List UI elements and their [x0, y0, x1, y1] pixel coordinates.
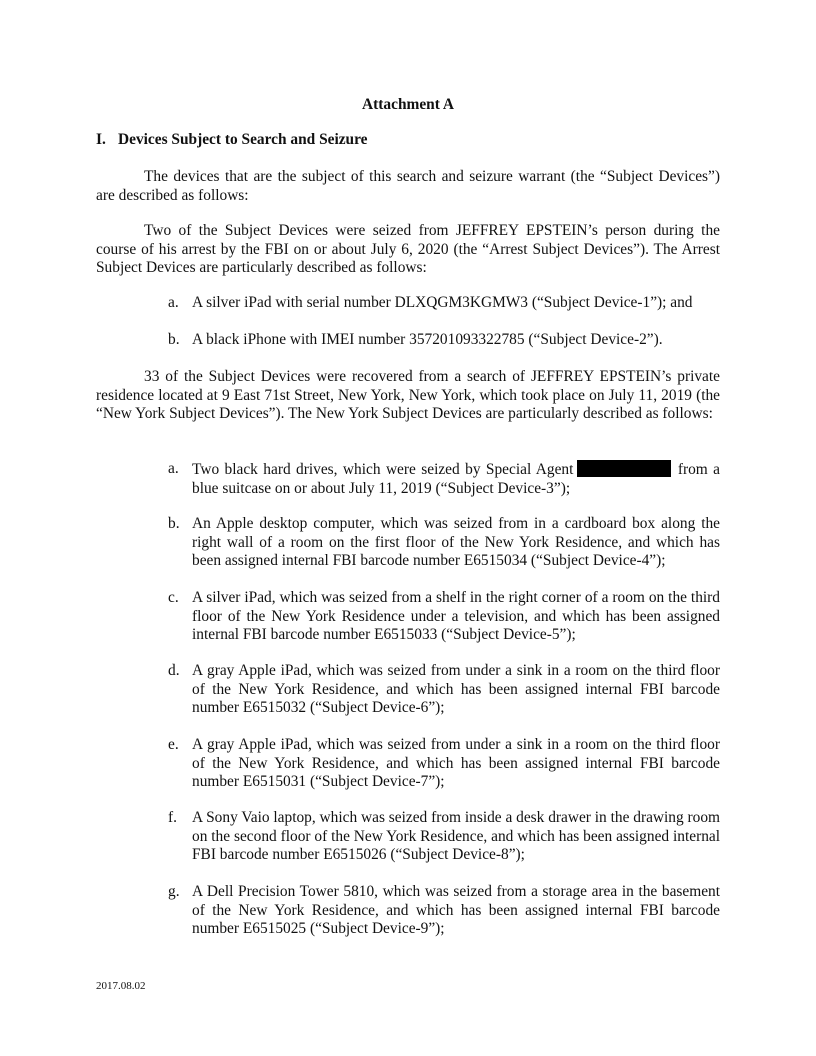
list-item — [168, 515, 720, 571]
list-item-marker: b. — [168, 331, 180, 348]
list-item-marker: f. — [168, 809, 177, 826]
list-item-marker: e. — [168, 736, 179, 753]
list-item-marker: a. — [168, 460, 179, 477]
list-item-text: A Sony Vaio laptop, which was seized from inside a desk drawer in the drawing room on the second floor of the New York Residence, and which has been assigned internal FBI barcode number E6515026 (“Subject Device-8”); — [192, 809, 721, 864]
list-item — [168, 331, 720, 350]
section-heading — [96, 131, 368, 150]
list-item — [168, 662, 720, 718]
redaction-block — [577, 460, 671, 477]
list-item — [168, 809, 720, 865]
footer-version: 2017.08.02 — [96, 980, 146, 992]
list-item-marker: b. — [168, 515, 180, 532]
list-item-text: A gray Apple iPad, which was seized from under a sink in a room on the third floor of the New York Residence, and which has been assigned internal FBI barcode number E6515031 (“Subject Device-7”); — [192, 736, 720, 791]
list-item-text: A silver iPad, which was seized from a shelf in the right corner of a room on the third floor of the New York Residence under a television, and which has been assigned internal FBI barcode number E6515033 (“Subject Device-5”); — [192, 589, 720, 644]
list-item-text: A gray Apple iPad, which was seized from under a sink in a room on the third floor of the New York Residence, and which has been assigned internal FBI barcode number E6515032 (“Subject Device-6”); — [192, 662, 720, 717]
section-number: I. — [96, 131, 106, 148]
intro-paragraph: The devices that are the subject of this search and seizure warrant (the “Subject Devices”) are described as follows: — [96, 168, 720, 204]
new-york-paragraph: 33 of the Subject Devices were recovered from a search of JEFFREY EPSTEIN’s private residence located at 9 East 71st Street, New York, New York, which took place on July 11, 2019 (the “New York Subject Devices”). The New York Subject Devices are particularly described as follows: — [96, 368, 720, 423]
list-item-text — [192, 460, 720, 498]
list-item — [168, 736, 720, 792]
list-item-marker: a. — [168, 294, 179, 311]
list-item-marker: g. — [168, 883, 180, 900]
list-item-text-after: from a blue suitcase on or about July 11, 2019 (“Subject Device-3”); — [192, 461, 720, 497]
page-title: Attachment A — [362, 96, 454, 113]
list-item-marker: d. — [168, 662, 180, 679]
list-item — [168, 460, 720, 498]
list-item — [168, 589, 720, 645]
list-item-text: A black iPhone with IMEI number 357201093322785 (“Subject Device-2”). — [192, 331, 663, 348]
list-item-text-before: Two black hard drives, which were seized by Special Agent — [192, 461, 574, 478]
list-item-marker: c. — [168, 589, 179, 606]
list-item — [168, 883, 720, 939]
arrest-paragraph: Two of the Subject Devices were seized from JEFFREY EPSTEIN’s person during the course of his arrest by the FBI on or about July 6, 2020 (the “Arrest Subject Devices”). The Arrest Subject Devices are particularly described as follows: — [96, 222, 720, 277]
list-item-text: An Apple desktop computer, which was seized from in a cardboard box along the right wall of a room on the first floor of the New York Residence, and which has been assigned internal FBI barcode number E6515034 (“Subject Device-4”); — [192, 515, 720, 570]
list-item — [168, 294, 720, 313]
section-heading-text: Devices Subject to Search and Seizure — [118, 131, 368, 148]
list-item-text: A silver iPad with serial number DLXQGM3KGMW3 (“Subject Device-1”); and — [192, 294, 693, 311]
list-item-text: A Dell Precision Tower 5810, which was seized from a storage area in the basement of the New York Residence, and which has been assigned internal FBI barcode number E6515025 (“Subject Device-9”); — [192, 883, 720, 938]
